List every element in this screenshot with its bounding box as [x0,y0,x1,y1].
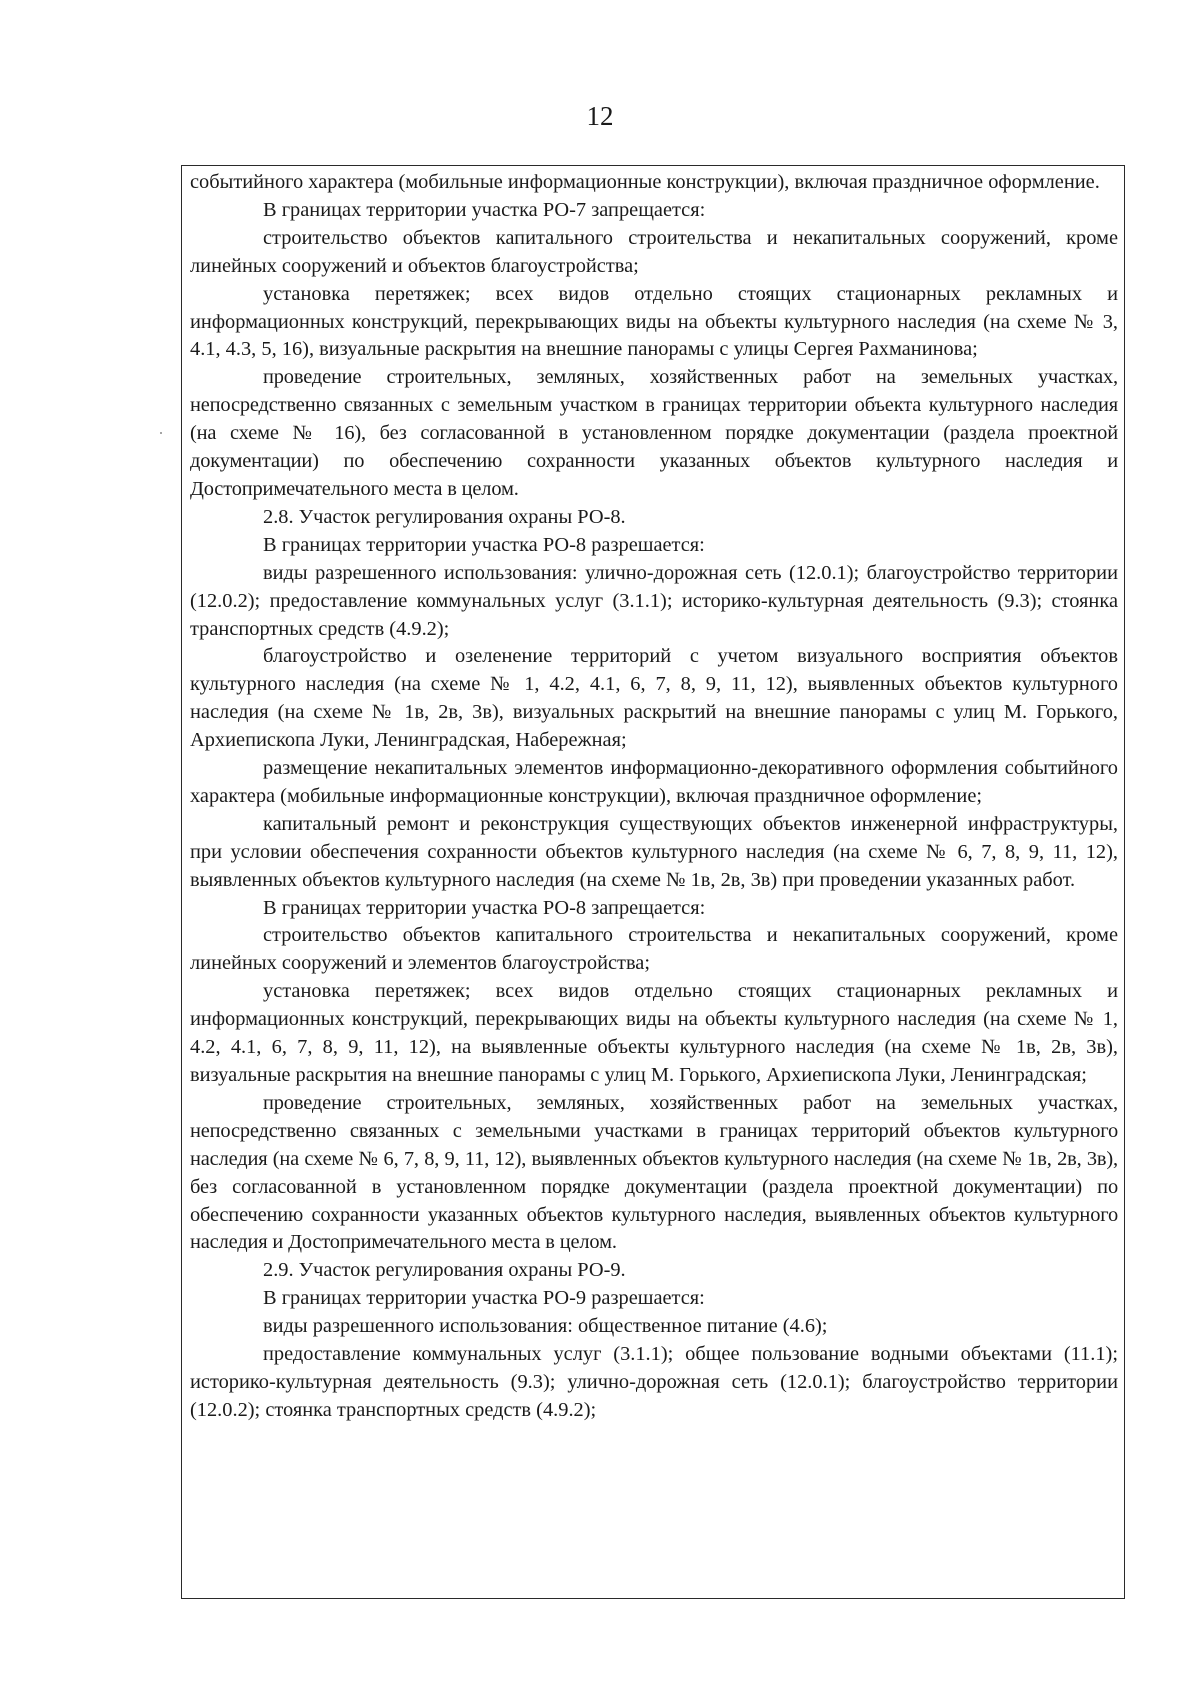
paragraph-ro7-banners: установка перетяжек; всех видов отдельно стоящих стационарных рекламных и информационных конструкций, перекрывающих виды на объекты культурного наследия (на схеме № 3, 4.1, 4.3, 5, 16), визуальные раскрытия на внешние панорамы с улицы Сергея Рахманинова; [190,282,1118,361]
paragraph-ro8-banners: установка перетяжек; всех видов отдельно стоящих стационарных рекламных и информационных конструкций, перекрывающих виды на объекты культурного наследия (на схеме № 1, 4.2, 4.1, 6, 7, 8, 9, 11, 12), на выявленные объекты культурного наследия (на схеме № 1в, 2в, 3в), визуальные раскрытия на внешние панорамы с улиц М. Горького, Архиепископа Луки, Ленинградская; [190,980,1118,1086]
paragraph-ro8-landscaping: благоустройство и озеленение территорий с учетом визуального восприятия объектов культурного наследия (на схеме № 1, 4.2, 4.1, 6, 7, 8, 9, 11, 12), выявленных объектов культурного наследия (на схеме № 1в, 2в, 3в), визуальных раскрытий на внешние панорамы с улиц М. Горького, Архиепископа Луки, Ленинградская, Набережная; [190,645,1118,752]
page-number: 12 [586,101,614,131]
paragraph-ro8-works: проведение строительных, земляных, хозяйственных работ на земельных участках, непосредственно связанных с земельными участками в границах территорий объектов культурного наследия (на схеме № 6, 7, 8, 9, 11, 12), выявленных объектов культурного наследия (на схеме № 1в, 2в, 3в), без согласованной в установленном порядке документации (раздела проектной документации) по обеспечению сохранности указанных объектов культурного наследия, выявленных объектов культурного наследия и Достопримечательного места в целом. [190,1091,1118,1254]
paragraph-ro7-works: проведение строительных, земляных, хозяйственных работ на земельных участках, непосредственно связанных с земельным участком в границах территории объекта культурного наследия (на схеме № 16), без согласованной в установленном порядке документации (раздела проектной документации) по обеспечению сохранности указанных объектов культурного наследия и Достопримечательного места в целом. [190,366,1118,500]
section-heading-2-8: 2.8. Участок регулирования охраны РО-8. [263,505,626,528]
paragraph-continuation: событийного характера (мобильные информационные конструкции), включая праздничное оформление. [190,171,1100,193]
paragraph-ro8-construction: строительство объектов капитального строительства и некапитальных сооружений, кроме линейных сооружений и элементов благоустройства; [190,924,1118,975]
section-heading-2-9: 2.9. Участок регулирования охраны РО-9. [263,1259,626,1282]
paragraph-ro9-catering: виды разрешенного использования: общественное питание (4.6); [263,1315,828,1338]
scan-speck [160,432,162,434]
document-body [190,169,1118,1425]
paragraph-ro7-construction: строительство объектов капитального строительства и некапитальных сооружений, кроме линейных сооружений и объектов благоустройства; [190,226,1118,277]
paragraph-ro8-permitted-uses: виды разрешенного использования: улично-дорожная сеть (12.0.1); благоустройство территории (12.0.2); предоставление коммунальных услуг (3.1.1); историко-культурная деятельность (9.3); стоянка транспортных средств (4.9.2); [190,561,1118,640]
paragraph-ro7-prohibited-heading: В границах территории участка РО-7 запрещается: [263,198,706,221]
paragraph-ro8-prohibited-heading: В границах территории участка РО-8 запрещается: [263,896,706,919]
paragraph-ro9-utilities: предоставление коммунальных услуг (3.1.1); общее пользование водными объектами (11.1); историко-культурная деятельность (9.3); улично-дорожная сеть (12.0.1); благоустройство территории (12.0.2); стоянка транспортных средств (4.9.2); [190,1343,1118,1421]
paragraph-ro8-repair: капитальный ремонт и реконструкция существующих объектов инженерной инфраструктуры, при условии обеспечения сохранности объектов культурного наследия (на схеме № 6, 7, 8, 9, 11, 12), выявленных объектов культурного наследия (на схеме № 1в, 2в, 3в) при проведении указанных работ. [190,812,1118,891]
paragraph-ro8-decorative: размещение некапитальных элементов информационно-декоративного оформления событийного характера (мобильные информационные конструкции), включая праздничное оформление; [190,757,1118,807]
paragraph-ro8-permitted-heading: В границах территории участка РО-8 разрешается: [263,533,705,556]
paragraph-ro9-permitted-heading: В границах территории участка РО-9 разрешается: [263,1287,705,1310]
